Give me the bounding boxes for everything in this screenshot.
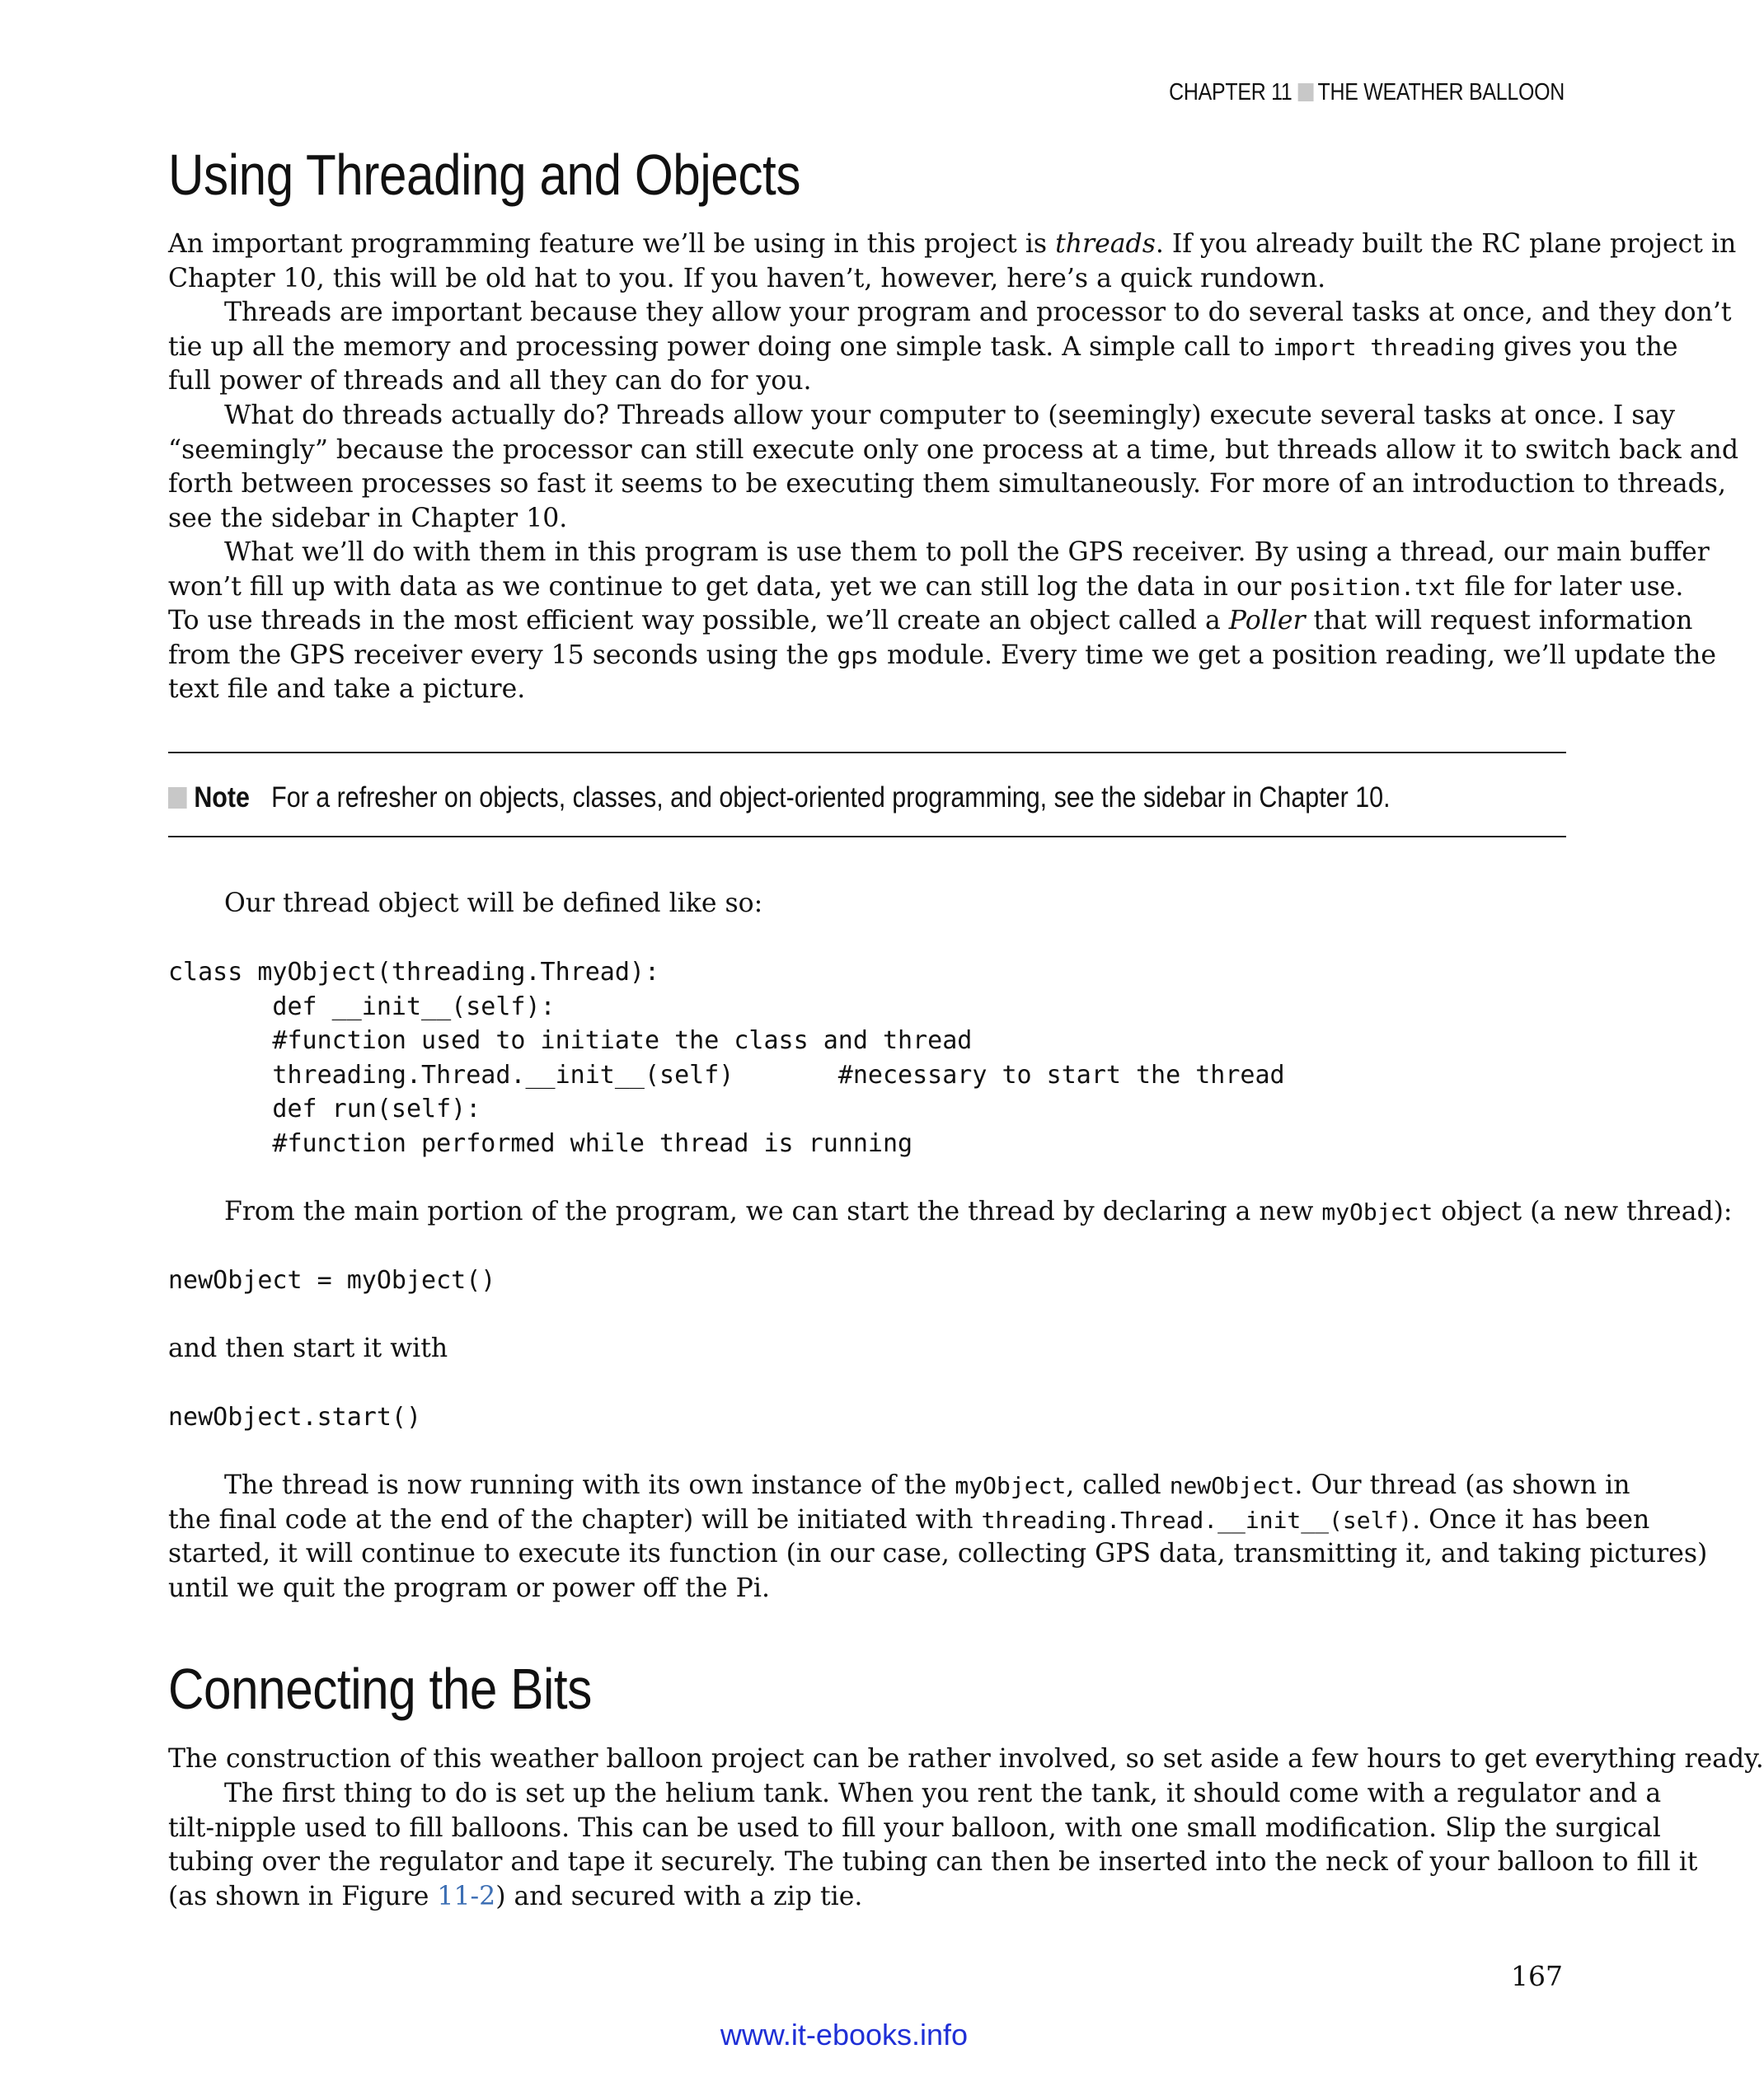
section-heading-connecting: Connecting the Bits	[168, 1657, 592, 1721]
square-bullet-icon	[1297, 83, 1313, 101]
running-head	[1169, 79, 1565, 106]
note-top-rule	[168, 752, 1566, 753]
code-block-class-definition: class myObject(threading.Thread): def __init__(self): #function used to initiate the class and thread threading.Thread.__init__(self) #necessary to start the thread def run(self): #function performed while thread is running	[168, 958, 1285, 1158]
inline-code: myObject	[1321, 1198, 1433, 1226]
note-box	[168, 781, 1391, 814]
note-label: Note	[194, 781, 250, 814]
note-text: For a refresher on objects, classes, and object-oriented programming, see the sidebar in Chapter 10.	[271, 781, 1391, 814]
inline-code: position.txt	[1289, 573, 1457, 601]
paragraph-construction: The construction of this weather balloon project can be rather involved, so set aside a few hours to get everything ready.	[168, 1744, 1764, 1774]
code-line-new-object: newObject = myObject()	[168, 1266, 496, 1295]
paragraph-then-start: and then start it with	[168, 1334, 448, 1363]
inline-code: newObject	[1169, 1472, 1295, 1499]
paragraph-thread-running: The thread is now running with its own instance of the myObject, called newObject. Our thread (as shown in the final code at the end of the chapter) will be initiated with threading.Thread.__init__(self). Once it has been started, it will continue to execute its function (in our case, collecting GPS data, transmitting it, and taking pictures) until we quit the program or power off the Pi.	[168, 1470, 1708, 1603]
paragraph-threads-what: What do threads actually do? Threads allow your computer to (seemingly) execute several tasks at once. I say “seemingly” because the processor can still execute only one process at a time, but threads allow it to switch back and forth between processes so fast it seems to be executing them simultaneously. For more of an introduction to threads, see the sidebar in Chapter 10.	[168, 401, 1739, 533]
paragraph-thread-object: Our thread object will be defined like so:	[224, 889, 763, 918]
inline-code: gps	[837, 641, 879, 669]
inline-code: threading.Thread.__init__(self)	[981, 1506, 1413, 1534]
paragraph-start-thread: From the main portion of the program, we can start the thread by declaring a new myObject object (a new thread):	[224, 1197, 1733, 1226]
inline-code: myObject	[955, 1472, 1067, 1499]
paragraph-helium-tank: The first thing to do is set up the helium tank. When you rent the tank, it should come with a regulator and a tilt-nipple used to fill balloons. This can be used to fill your balloon, with one small modification. Slip the surgical tubing over the regulator and tape it securely. The tubing can then be inserted into the neck of your balloon to fill it (as shown in Figure 11-2) and secured with a zip tie.	[168, 1779, 1698, 1911]
square-bullet-icon	[168, 787, 187, 809]
running-head-title: THE WEATHER BALLOON	[1317, 79, 1565, 106]
paragraph-threads-importance: Threads are important because they allow your program and processor to do several tasks at once, and they don’t tie up all the memory and processing power doing one simple task. A simple call to import threading gives you the full power of threads and all they can do for you.	[168, 298, 1732, 396]
paragraph-threads-intro: An important programming feature we’ll be using in this project is threads. If you already built the RC plane project in Chapter 10, this will be old hat to you. If you haven’t, however, here’s a quick rundown.	[168, 229, 1737, 293]
section-heading-threading: Using Threading and Objects	[168, 143, 800, 207]
running-head-chapter: CHAPTER 11	[1169, 79, 1293, 106]
note-bottom-rule	[168, 836, 1566, 837]
paragraph-threads-gps: What we’ll do with them in this program is use them to poll the GPS receiver. By using a thread, our main buffer won’t fill up with data as we continue to get data, yet we can still log the data in our position.txt file for later use. To use threads in the most efficient way possible, we’ll create an object called a Poller that will request information from the GPS receiver every 15 seconds using the gps module. Every time we get a position reading, we’ll update the text file and take a picture.	[168, 537, 1717, 705]
footer-website-link[interactable]: www.it-ebooks.info	[720, 2018, 969, 2052]
code-line-start: newObject.start()	[168, 1403, 422, 1432]
inline-code: import threading	[1273, 333, 1495, 361]
figure-reference-link[interactable]: 11-2	[437, 1881, 496, 1911]
page-number: 167	[1511, 1960, 1563, 1992]
